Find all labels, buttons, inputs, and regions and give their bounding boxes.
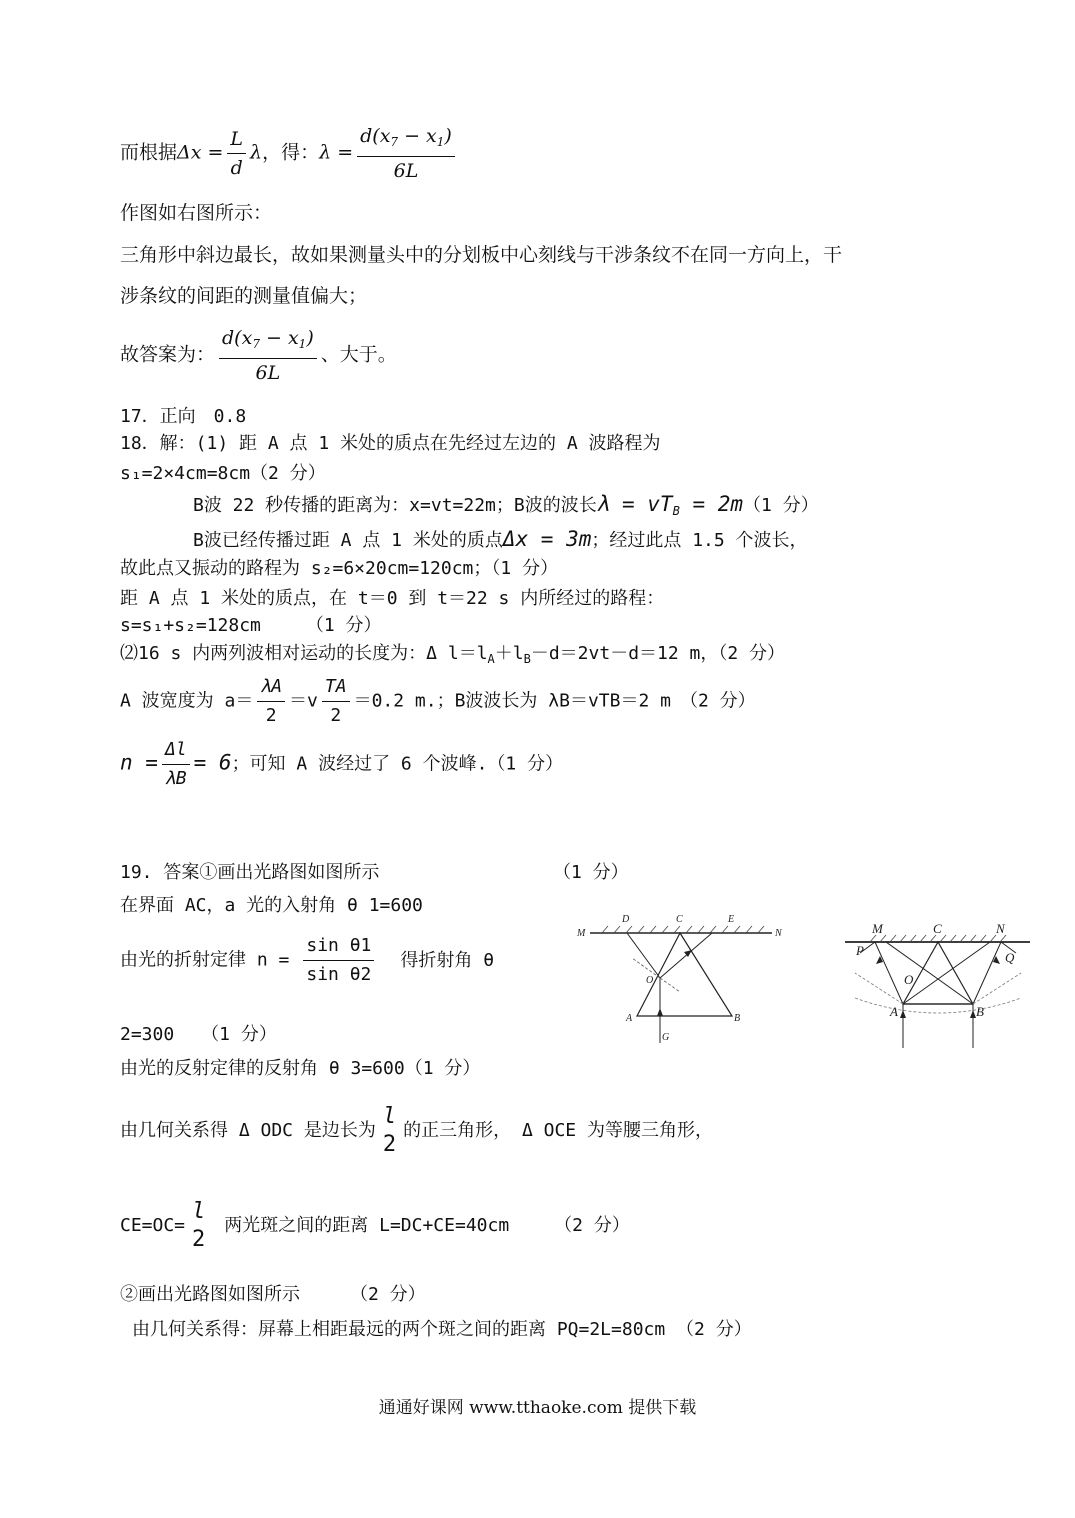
answer-post: 、大于。 [320, 343, 397, 366]
fraction-l-over-d [227, 127, 246, 180]
q19-line8: ②画出光路图如图所示 （2 分） [120, 1284, 426, 1305]
fig1-label-e: E [728, 914, 735, 925]
q19-line3: 由光的折射定律 n = $\frac{\text{sin θ1}}{\text{sin θ2}}$ 得折射角 θ [120, 935, 495, 985]
q18-line6: 距 A 点 1 米处的质点，在 t＝0 到 t＝22 s 内所经过的路程： [120, 588, 665, 609]
fig2-label-a: A [890, 1004, 898, 1019]
frac-num-lambda: $d(x_7 - x_1)$ [357, 124, 455, 157]
frac-num: L [227, 127, 246, 154]
para-explain-b: 涉条纹的间距的测量值偏大； [120, 285, 368, 307]
formula-line-lambda [120, 124, 459, 183]
fig1-label-c: C [676, 914, 683, 925]
lambda-symbol: λ [250, 141, 263, 164]
answer-line [120, 326, 397, 385]
fig1-label-b: B [734, 1013, 741, 1024]
fig1-label-a: A [626, 1013, 633, 1024]
q18-line9: A 波宽度为 a＝ $\frac{\lambda A}{2}$ ＝v $\frac{TA}{2}$ ＝0.2 m.；B波波长为 λB＝vTB＝2 m （2 分） [120, 676, 756, 726]
light-path-figure-2 [840, 918, 1035, 1053]
q17-answer: 17．正向 0.8 [120, 406, 247, 427]
fig1-label-d: D [622, 914, 630, 925]
fig1-label-m: M [577, 928, 586, 939]
q19-line1: 19. 答案①画出光路图如图所示 （1 分） [120, 862, 629, 883]
q19-line4: 2=300 （1 分） [120, 1024, 277, 1045]
fig2-label-p: P [856, 943, 864, 958]
frac-den: d [230, 157, 243, 179]
q18-line4: B波已经传播过距 A 点 1 米处的质点Δx = 3m；经过此点 1.5 个波长， [193, 527, 808, 551]
fig2-label-b: B [976, 1004, 984, 1019]
frac-l2-b: l 2 [192, 1199, 206, 1252]
frac-den-lambda: 6L [393, 160, 419, 182]
fig2-label-o: O [904, 972, 914, 987]
fig2-label-m: M [872, 921, 883, 936]
fig1-label-n: N [775, 928, 782, 939]
text-pre: 而根据 [120, 141, 178, 164]
q18-line10: n = $\frac{\Delta l}{\lambda B}$ = 6；可知 A 波经过了 6 个波峰.（1 分） [120, 739, 564, 789]
text-mid: ，得： [262, 141, 320, 164]
answer-pre: 故答案为： [120, 343, 216, 366]
dx-symbol: Δx = [177, 141, 224, 164]
q18-line3: B波 22 秒传播的距离为：x=vt=22m；B波的波长$\lambda = vT_B = 2m(1$ 分） [193, 492, 819, 518]
frac-n: $\frac{\Delta l}{\lambda B}$ [162, 738, 190, 791]
fraction-answer [219, 326, 317, 385]
answer-den: 6L [255, 362, 281, 384]
fig1-label-g: G [662, 1032, 670, 1043]
fig2-label-n: N [996, 921, 1005, 936]
fig2-label-q: Q [1005, 950, 1015, 965]
fraction-lambda-result [357, 124, 455, 183]
fig2-label-c: C [933, 921, 942, 936]
q18-line5: 故此点又振动的路程为 s₂=6×20cm=120cm；（1 分） [120, 558, 559, 579]
q18-line2: s₁=2×4cm=8cm（2 分） [120, 463, 326, 484]
q18-line8: ⑵16 s 内两列波相对运动的长度为：Δ $l=l_A+l_B-d=2vt-d=12$ m，（2 分） [120, 643, 786, 666]
q19-line2: 在界面 AC，a 光的入射角 θ 1=600 [120, 895, 423, 916]
para-explain-a: 三角形中斜边最长，故如果测量头中的分划板中心刻线与干涉条纹不在同一方向上，干 [120, 244, 843, 266]
q18-line1: 18．解：(1) 距 A 点 1 米处的质点在先经过左边的 A 波路程为 [120, 433, 661, 454]
frac-l2-a: l 2 [382, 1104, 397, 1157]
light-path-figure-1 [572, 908, 802, 1048]
q19-line9: 由几何关系得：屏幕上相距最远的两个斑之间的距离 PQ=2L=80cm （2 分） [132, 1319, 752, 1340]
para-draw-figure: 作图如右图所示： [120, 202, 273, 224]
q19-line5: 由光的反射定律的反射角 θ 3=600（1 分） [120, 1058, 481, 1079]
frac-sin: $\frac{\text{sin θ1}}{\text{sin θ2}}$ [303, 934, 374, 987]
frac-TA: $\frac{TA}{2}$ [322, 675, 350, 728]
footer-source: 通通好课网 www.tthaoke.com 提供下载 [378, 1398, 697, 1418]
q18-line7: s=s₁+s₂=128cm （1 分） [120, 615, 382, 636]
frac-lambdaA: $\frac{\lambda A}{2}$ [257, 675, 285, 728]
lambda-eq: λ = [319, 141, 354, 164]
q19-line6: 由几何关系得 Δ ODC 是边长为 l 2 的正三角形， Δ OCE 为等腰三角形， [120, 1104, 713, 1157]
q19-line7: CE=OC= l 2 两光斑之间的距离 L=DC+CE=40cm （2 分） [120, 1199, 630, 1252]
answer-num: $d(x_7 - x_1)$ [219, 326, 317, 359]
fig1-label-o: O [646, 975, 654, 986]
